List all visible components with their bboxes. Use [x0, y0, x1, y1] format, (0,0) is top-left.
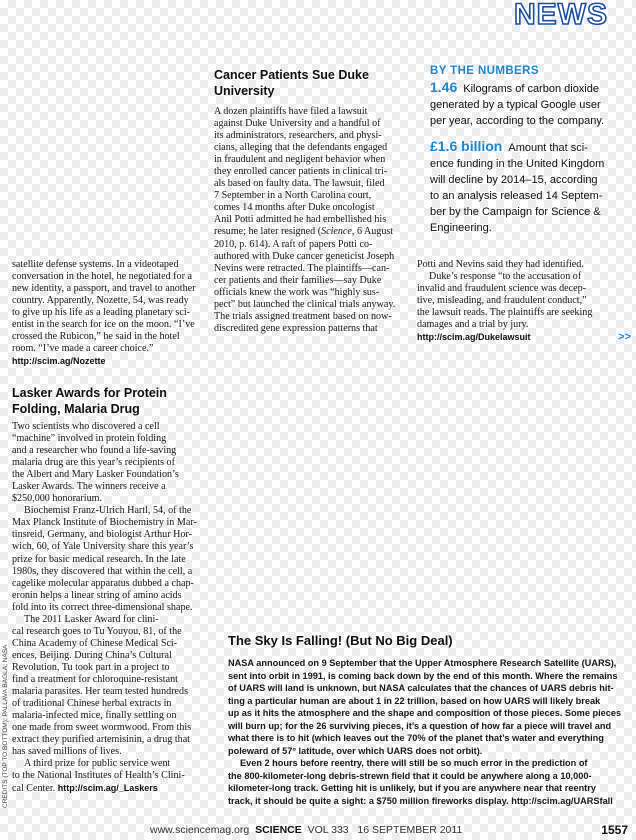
text-line: new identity, a passport, and travel to another: [12, 283, 196, 295]
text-line: malaria parasites. Her team tested hundreds: [12, 686, 189, 698]
text-line: of UARS will land is unknown, but NASA calculates that the chances of UARS debris hit-: [228, 683, 614, 693]
text-line: pect” but launched the clinical trials anyway.: [214, 298, 396, 310]
text-line: track, it should be quite a sight: a $750 million fireworks display. http://scim.ag/UARSfall: [228, 795, 613, 806]
text-line: NASA announced on 9 September that the Upper Atmosphere Research Satellite (UARS),: [228, 658, 617, 668]
text-line: damages and a trial by jury.: [417, 319, 529, 331]
sky-article: [228, 657, 624, 807]
by-the-numbers: [430, 65, 620, 236]
text-line: eronin helps a linear string of amino acids: [12, 589, 182, 601]
text-line: Lasker Awards. The winners receive a: [12, 481, 166, 493]
text-line: fold into its correct three-dimensional shape.: [12, 601, 193, 613]
text-line: The 2011 Lasker Award for clini-: [24, 613, 159, 625]
text-line: country. Apparently, Nozette, 54, was ready: [12, 295, 189, 307]
text-line: against Duke University and a handful of: [214, 118, 381, 130]
text-line: the lawsuit reads. The plaintiffs are seeking: [417, 307, 593, 319]
text-line: crossed the Rubicon,” he said in the hotel: [12, 331, 180, 343]
text-line: invalid and fraudulent science was decep-: [417, 283, 586, 295]
text-line: ences, Beijing. During China’s Cultural: [12, 649, 172, 661]
text-line: to give up his life as a leading planetary sci-: [12, 307, 190, 319]
text-line: A third prize for public service went: [24, 758, 171, 770]
stat-item-1: 1.46 Kilograms of carbon dioxide generated by a typical Google user per year, according to the company.: [430, 79, 605, 127]
text-line: Nevins were retracted. The plaintiffs—can-: [214, 262, 390, 274]
text-line: Revolution, Tu took part in a project to: [12, 661, 170, 673]
text-line: Biochemist Franz-Ulrich Hartl, 54, of the: [24, 505, 192, 517]
text-line: officials knew the work was “highly sus-: [214, 286, 380, 298]
text-line: “machine” involved in protein folding: [12, 433, 167, 445]
text-line: what there is to hit (which leaves out the 70% of the planet that’s water and everything: [228, 733, 604, 743]
nozette-link[interactable]: http://scim.ag/Nozette: [12, 356, 106, 367]
text-line: find a treatment for chloroquine-resistant: [12, 673, 178, 685]
text-line: one made from sweet wormwood. From this: [12, 722, 192, 734]
duke-headline: Cancer Patients Sue Duke University: [214, 68, 369, 98]
text-line: tive, misleading, and fraudulent conduct,”: [417, 295, 587, 307]
duke-link-row: [417, 331, 631, 344]
duke-continued: [417, 259, 631, 344]
text-line: $250,000 honorarium.: [12, 493, 102, 505]
text-line: up as it hits the atmosphere and the shape and composition of those pieces. Some pieces: [228, 708, 622, 718]
text-line: Max Planck Institute of Biochemistry in Mar-: [12, 517, 197, 529]
text-line: has saved millions of lives.: [12, 746, 122, 758]
text-line: A dozen plaintiffs have filed a lawsuit: [214, 106, 368, 117]
text-line: 1980s, they discovered that within the cell, a: [12, 565, 193, 577]
text-line: wich, 60, of Yale University share this year’s: [12, 541, 194, 553]
text-line: of traditional Chinese herbal extracts in: [12, 698, 172, 710]
text-line: Two scientists who discovered a cell: [12, 421, 160, 432]
text-line: tinsreid, Germany, and biologist Arthur Hor-: [12, 529, 192, 541]
lasker-last-line: cal Center. http://scim.ag/_Laskers: [12, 783, 158, 795]
text-line: 7 September in a North Carolina court,: [214, 190, 372, 202]
text-line: to the National Institutes of Health’s Clini-: [12, 770, 185, 782]
text-line: prize for basic medical research. In the late: [12, 553, 186, 565]
text-line: malaria drug are this year’s recipients of: [12, 457, 175, 469]
duke-article: [214, 106, 414, 335]
nozette-continued: [12, 259, 207, 367]
text-line: discredited gene expression patterns that: [214, 322, 378, 334]
text-line: The trials assigned treatment based on now-: [214, 310, 392, 322]
text-line: sent into orbit in 1991, is coming back down by the end of this month. Where the remains: [228, 670, 618, 681]
lasker-headline: Lasker Awards for Protein Folding, Malaria Drug: [12, 386, 167, 416]
text-line: they enrolled cancer patients in clinical tri-: [214, 166, 388, 178]
text-line: the 800-kilometer-long debris-strewn field that it could be anywhere along a 10,000-: [228, 770, 592, 781]
sky-link[interactable]: http://scim.ag/UARSfall: [511, 795, 613, 806]
text-line: als based on faulty data. The lawsuit, filed: [214, 178, 385, 190]
text-line: satellite defense systems. In a videotaped: [12, 259, 179, 270]
text-line: cagelike molecular apparatus dubbed a chap-: [12, 577, 194, 589]
text-line: entist in the search for ice on the moon. “I’ve: [12, 319, 195, 331]
text-line: in fraudulent and negligent behavior when: [214, 154, 386, 166]
news-logo: NEWS: [514, 0, 608, 31]
text-line: poleward of 57° latitude, over which UARS does not orbit).: [228, 745, 483, 756]
text-line: its administrators, researchers, and physi-: [214, 130, 382, 142]
text-line: Even 2 hours before reentry, there will still be so much error in the prediction of: [240, 758, 588, 768]
lasker-link[interactable]: http://scim.ag/_Laskers: [57, 783, 158, 794]
text-line: extract they purified artemisinin, a drug that: [12, 734, 190, 746]
text-line: malaria-infected mice, finally settling on: [12, 710, 177, 722]
text-line: cians, alleging that the defendants engaged: [214, 142, 388, 154]
duke-citation-line: resume; he later resigned (Science, 6 August: [214, 226, 394, 238]
text-line: Duke’s response “to the accusation of: [429, 271, 582, 283]
text-line: cal research goes to Tu Youyou, 81, of the: [12, 625, 182, 637]
text-line: Potti and Nevins said they had identified.: [417, 259, 584, 270]
photo-credit: CREDITS (TOP TO BOTTOM): PALLAVA BAGLA; NASA: [2, 644, 9, 808]
text-line: conversation in the hotel, he negotiated for a: [12, 271, 192, 283]
text-line: kilometer-long track. Getting hit is unlikely, but if you are anywhere near that reentry: [228, 783, 596, 793]
text-line: ting a particular human are about 1 in 22 trillion, based on how UARS will likely break: [228, 695, 601, 706]
lasker-article: [12, 421, 210, 795]
text-line: will burn up; for the 26 surviving pieces, it’s a question of how far a piece will travel and: [228, 720, 612, 731]
by-numbers-title: BY THE NUMBERS: [430, 65, 539, 77]
page-footer: www.sciencemag.org SCIENCE VOL 333 16 SEPTEMBER 2011: [150, 824, 463, 836]
text-line: authored with Duke cancer geneticist Joseph: [214, 250, 395, 262]
stat-item-2: £1.6 billion Amount that sci- ence funding in the United Kingdom will decline by 2014–15, according to an analysis released 14 Septem- ber by the Campaign for Science & Engineering.: [430, 138, 605, 234]
page-number: 1557: [601, 823, 628, 837]
text-line: China Academy of Chinese Medical Sci-: [12, 637, 178, 649]
text-line: and a researcher who found a life-saving: [12, 445, 177, 457]
text-line: room. “I’ve made a career choice.”: [12, 343, 154, 355]
more-arrow-icon[interactable]: >>: [618, 331, 631, 344]
text-line: Anil Potti admitted he had embellished his: [214, 214, 387, 226]
sky-headline: The Sky Is Falling! (But No Big Deal): [228, 633, 453, 648]
text-line: comes 14 months after Duke oncologist: [214, 202, 375, 214]
text-line: 2010, p. 614). A raft of papers Potti co-: [214, 238, 373, 250]
duke-link[interactable]: http://scim.ag/Dukelawsuit: [417, 332, 531, 343]
text-line: cer patients and their families—say Duke: [214, 274, 382, 286]
text-line: the Albert and Mary Lasker Foundation’s: [12, 469, 179, 481]
